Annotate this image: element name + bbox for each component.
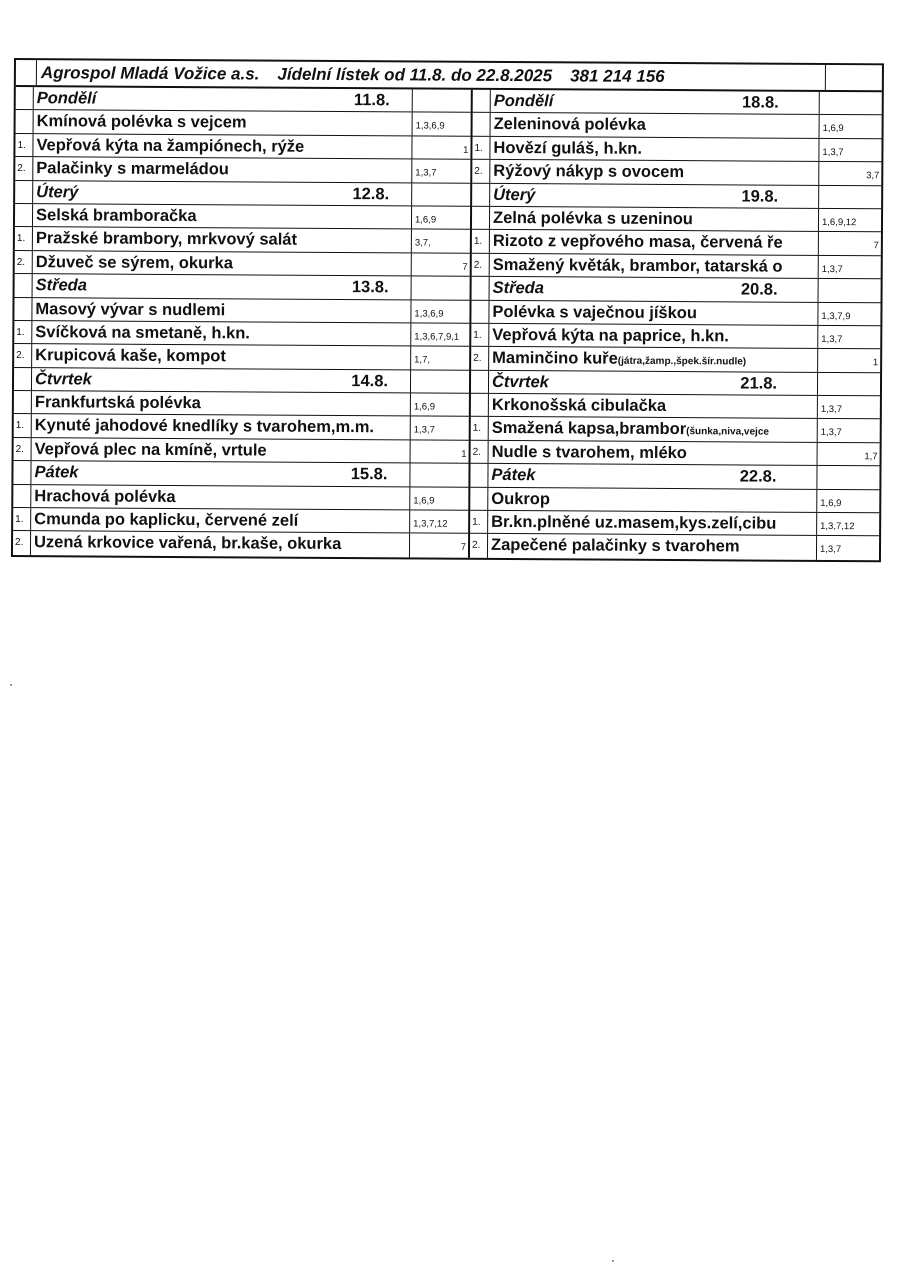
dish-note: (šunka,niva,vejce [686, 426, 770, 439]
day-name: Čtvrtek [491, 372, 549, 391]
dish-name [490, 207, 819, 231]
dish-text: Br.kn.plněné uz.masem,kys.zelí,cibu [491, 512, 777, 533]
day-date: 14.8. [351, 371, 389, 390]
day-date: 11.8. [353, 91, 390, 110]
allergen-cell [819, 279, 881, 302]
row-number: 2. [470, 534, 488, 558]
day-heading [31, 461, 410, 486]
row-number: 2. [471, 441, 489, 464]
allergen-codes: 3,7, [414, 237, 431, 249]
meal-row [13, 531, 468, 557]
allergen-cell [820, 92, 882, 115]
dish-text: Frankfurtská polévka [34, 393, 201, 413]
allergen-codes: 1,3,7,12 [413, 518, 448, 530]
soup-row [16, 110, 471, 136]
dish-text: Rizoto z vepřového masa, červená ře [492, 232, 783, 253]
day-row [15, 181, 470, 207]
meal-row [14, 344, 469, 370]
week-2-column [470, 90, 882, 560]
row-number [471, 394, 489, 417]
dish-text: Hrachová polévka [34, 486, 176, 506]
allergen-codes: 7 [873, 240, 879, 252]
allergen-codes: 1,3,7 [821, 263, 843, 275]
day-row [14, 368, 469, 394]
dish-text: Zeleninová polévka [493, 115, 646, 135]
day-date: 20.8. [740, 280, 778, 299]
row-number: 2. [472, 254, 490, 277]
menu-table [11, 58, 884, 562]
row-number [14, 298, 32, 321]
day-date: 15.8. [350, 465, 388, 484]
meal-row [15, 251, 470, 277]
dish-name [490, 137, 819, 161]
meal-row [14, 321, 469, 347]
row-number: 2. [15, 251, 33, 274]
row-number [472, 183, 490, 206]
company-name: Agrospol Mladá Vožice a.s. [40, 63, 260, 84]
row-number [470, 487, 488, 510]
row-number [14, 391, 32, 414]
day-name: Pátek [34, 463, 79, 482]
allergen-cell [412, 277, 470, 300]
row-number [15, 204, 33, 227]
dish-name [32, 298, 411, 323]
soup-row [473, 113, 882, 139]
day-heading [34, 87, 413, 112]
allergen-codes: 1,3,6,9 [415, 120, 445, 133]
allergen-codes: 1 [872, 357, 879, 369]
day-date: 19.8. [741, 187, 779, 206]
dish-name [489, 394, 818, 418]
day-heading [32, 368, 411, 393]
row-number [470, 464, 488, 487]
day-name: Úterý [36, 182, 79, 201]
soup-row [471, 394, 880, 420]
dish-text: Uzená krkovice vařená, br.kaše, okurka [33, 533, 342, 554]
dish-name [488, 488, 817, 512]
dish-text: Džuveč se sýrem, okurka [35, 252, 234, 273]
allergen-cell [818, 373, 880, 396]
dish-name [490, 160, 819, 184]
day-date: 21.8. [740, 374, 778, 393]
menu-columns [13, 87, 882, 560]
row-number: 1. [470, 511, 488, 534]
allergen-codes: 1,6,9,12 [821, 216, 857, 229]
day-name: Pondělí [493, 91, 554, 111]
allergen-codes: 1 [461, 448, 467, 460]
dish-text: Vepřová kýta na paprice, h.kn. [492, 325, 729, 346]
allergen-codes: 1,6,9 [820, 497, 842, 509]
day-row [471, 370, 880, 396]
day-heading [490, 277, 819, 301]
meal-row [470, 534, 879, 560]
soup-row [471, 300, 880, 326]
day-name: Čtvrtek [34, 369, 92, 389]
dish-text: Maminčino kuře [492, 349, 618, 368]
allergen-codes: 1,3,7 [820, 404, 843, 416]
dish-name [489, 441, 818, 465]
meal-row [13, 508, 468, 534]
dish-text: Hovězí guláš, h.kn. [493, 138, 643, 158]
allergen-codes: 1,7 [864, 451, 878, 463]
day-name: Středa [492, 279, 545, 298]
dish-text: Smažená kapsa,brambor [491, 419, 687, 439]
meal-row [14, 414, 469, 440]
allergen-cell [413, 89, 471, 112]
dish-name [32, 391, 411, 416]
day-row [15, 274, 470, 300]
dish-text: Palačinky s marmeládou [36, 159, 229, 179]
menu-period: Jídelní lístek od 11.8. do 22.8.2025 [277, 64, 553, 86]
row-number: 2. [472, 160, 490, 183]
dish-name [489, 417, 818, 441]
dish-name [33, 251, 412, 276]
row-number: 2. [13, 531, 31, 555]
dish-name [488, 511, 817, 535]
row-number: 1. [15, 134, 33, 157]
row-number: 1. [472, 230, 490, 253]
day-date: 13.8. [351, 278, 389, 297]
row-number [471, 370, 489, 393]
dish-name [33, 157, 412, 182]
row-number: 2. [14, 438, 32, 461]
dish-text: Krupicová kaše, kompot [35, 346, 226, 366]
allergen-codes: 1,7, [414, 354, 431, 366]
allergen-codes: 1,3,7,12 [820, 520, 855, 533]
row-number [16, 110, 34, 133]
dish-name [31, 508, 410, 533]
day-date: 12.8. [352, 184, 390, 203]
meal-row [472, 230, 881, 256]
row-number [13, 461, 31, 484]
dish-text: Vepřová plec na kmíně, vrtule [34, 439, 267, 460]
row-number [472, 277, 490, 300]
day-row [473, 90, 882, 116]
dish-name [32, 321, 411, 346]
dish-name [32, 438, 411, 463]
dish-text: Rýžový nákyp s ovocem [493, 162, 685, 182]
row-number [473, 113, 491, 136]
row-number: 1. [14, 414, 32, 437]
allergen-codes: 1,3,7 [415, 167, 437, 179]
dish-name [489, 347, 818, 371]
day-row [472, 183, 881, 209]
row-number: 1. [15, 227, 33, 250]
dish-text: Zapečené palačinky s tvarohem [490, 536, 740, 556]
soup-row [472, 207, 881, 233]
allergen-codes: 1,3,7 [819, 544, 842, 556]
day-row [470, 464, 879, 490]
soup-row [470, 487, 879, 513]
row-number: 2. [14, 344, 32, 367]
dish-name [33, 227, 412, 252]
soup-row [14, 298, 469, 324]
dish-name [31, 532, 410, 558]
day-name: Pondělí [36, 89, 97, 108]
day-date: 18.8. [741, 93, 779, 112]
row-number [13, 485, 31, 508]
day-name: Úterý [493, 185, 536, 204]
dish-name [489, 300, 818, 324]
scan-speck [10, 684, 12, 686]
allergen-codes: 7 [460, 542, 467, 554]
dish-text: Vepřová kýta na žampiónech, rýže [36, 135, 305, 156]
dish-name [34, 111, 413, 136]
day-row [472, 277, 881, 303]
dish-text: Masový vývar s nudlemi [35, 299, 226, 319]
dish-text: Nudle s tvarohem, mléko [491, 442, 687, 462]
dish-text: Krkonošská cibulačka [491, 396, 667, 416]
row-number [473, 90, 491, 113]
dish-text: Zelná polévka s uzeninou [492, 208, 693, 229]
header-allergen-cell [826, 65, 882, 90]
meal-row [472, 137, 881, 163]
meal-row [472, 160, 881, 186]
day-heading [488, 464, 817, 488]
allergen-cell [411, 370, 469, 393]
dish-text: Cmunda po kaplicku, červené zelí [34, 510, 299, 530]
row-number [471, 300, 489, 323]
allergen-codes: 1,6,9 [413, 495, 435, 507]
dish-name [489, 324, 818, 348]
dish-text: Polévka s vaječnou jíškou [492, 302, 698, 322]
allergen-codes: 3,7 [866, 170, 880, 182]
menu-title [37, 60, 826, 90]
dish-name [488, 534, 817, 559]
day-heading [491, 90, 820, 114]
row-number: 1. [14, 321, 32, 344]
allergen-codes: 1,6,9 [414, 214, 437, 226]
day-heading [33, 181, 412, 206]
phone-number: 381 214 156 [570, 66, 665, 86]
week-1-column [13, 87, 473, 558]
soup-row [13, 485, 468, 511]
scan-speck [612, 1260, 614, 1262]
row-number: 1. [471, 324, 489, 347]
dish-name [491, 113, 820, 137]
allergen-codes: 1,3,7 [820, 427, 842, 439]
allergen-codes: 1,3,6,7,9,1 [414, 331, 460, 343]
row-number: 2. [15, 157, 33, 180]
row-number [472, 207, 490, 230]
allergen-cell [817, 466, 879, 489]
dish-name [32, 344, 411, 369]
dish-note: (játra,žamp.,špek.šír.nudle) [617, 355, 747, 368]
day-heading [33, 274, 412, 299]
dish-text: Svíčková na smetaně, h.kn. [35, 323, 250, 343]
dish-name [31, 485, 410, 510]
day-heading [489, 371, 818, 395]
allergen-codes: 1,6,9 [413, 401, 436, 413]
meal-row [14, 438, 469, 464]
soup-row [14, 391, 469, 417]
row-number [15, 274, 33, 297]
dish-text: Smažený květák, brambor, tatarská o [492, 255, 783, 276]
row-number: 1. [471, 417, 489, 440]
meal-row [471, 417, 880, 443]
allergen-codes: 1,3,7,9 [821, 310, 851, 322]
row-number [15, 181, 33, 204]
dish-name [490, 230, 819, 254]
dish-text: Kynuté jahodové knedlíky s tvarohem,m.m. [34, 416, 375, 437]
meal-row [471, 347, 880, 373]
day-date: 22.8. [739, 467, 777, 486]
day-heading [490, 183, 819, 207]
allergen-codes: 1,6,9 [822, 123, 844, 135]
row-number [16, 87, 34, 110]
dish-text: Kmínová polévka s vejcem [36, 112, 247, 132]
day-name: Středa [35, 276, 88, 295]
row-number: 1. [13, 508, 31, 531]
row-number [14, 368, 32, 391]
allergen-codes: 1,3,7 [413, 424, 435, 437]
row-number: 1. [472, 137, 490, 160]
dish-name [33, 204, 412, 229]
dish-text: Selská bramboračka [35, 206, 197, 226]
allergen-cell [412, 183, 470, 206]
row-number: 2. [471, 347, 489, 370]
header-number-cell [16, 60, 37, 85]
day-row [16, 87, 471, 113]
meal-row [471, 324, 880, 350]
meal-row [15, 227, 470, 253]
allergen-codes: 1,3,6,9 [414, 307, 444, 320]
allergen-codes: 1,3,7 [822, 146, 844, 158]
allergen-codes: 1 [463, 144, 469, 156]
dish-text: Oukrop [491, 489, 551, 508]
allergen-codes: 7 [462, 261, 468, 273]
day-row [13, 461, 468, 487]
allergen-codes: 1,3,7 [821, 333, 843, 345]
dish-text: Pražské brambory, mrkvový salát [35, 229, 298, 250]
meal-row [470, 511, 879, 537]
allergen-cell [410, 464, 468, 487]
dish-name [33, 134, 412, 159]
meal-row [472, 254, 881, 280]
dish-name [32, 415, 411, 440]
meal-row [15, 134, 470, 160]
dish-name [490, 254, 819, 278]
soup-row [15, 204, 470, 230]
meal-row [15, 157, 470, 183]
day-name: Pátek [491, 466, 536, 485]
meal-row [471, 441, 880, 467]
allergen-cell [819, 185, 881, 208]
